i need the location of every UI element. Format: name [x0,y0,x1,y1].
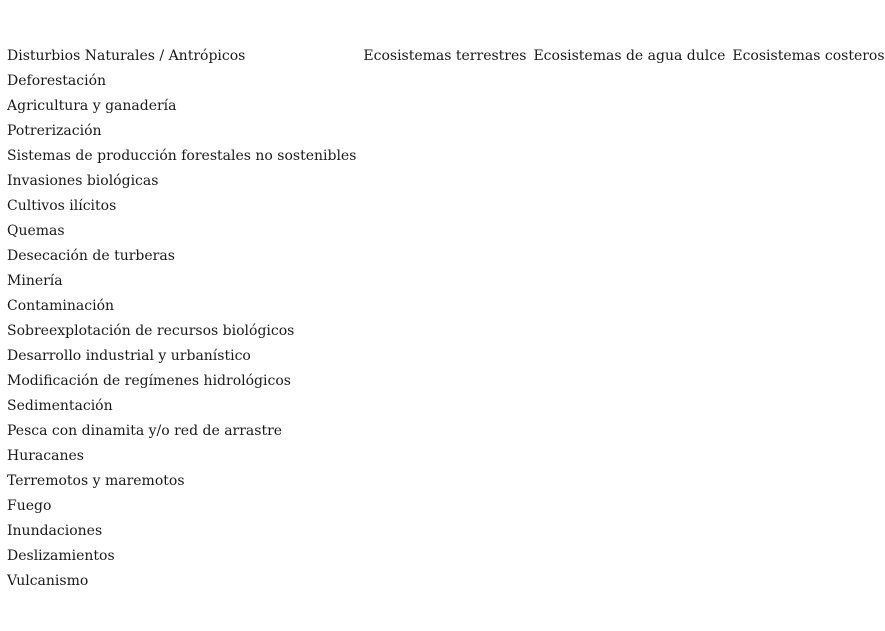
table-header [0,44,885,69]
table-row [0,394,885,419]
table-row [0,294,885,319]
ecosystem-cell [725,194,884,219]
ecosystem-cell [526,544,725,569]
ecosystem-cell [356,469,526,494]
ecosystem-cell [725,394,884,419]
ecosystem-cell [356,344,526,369]
disturbance-label: Cultivos ilícitos [7,198,117,214]
disturbance-label: Desecación de turberas [7,248,175,264]
table-row [0,319,885,344]
ecosystem-cell [356,394,526,419]
table-row [0,269,885,294]
ecosystem-cell [725,319,884,344]
disturbance-label: Desarrollo industrial y urbanístico [7,348,251,364]
table-row [0,344,885,369]
ecosystem-cell [356,319,526,344]
ecosystem-cell [526,519,725,544]
ecosystem-cell [356,419,526,444]
disturbance-label: Minería [7,273,63,289]
disturbances-table [0,44,885,594]
ecosystem-cell [526,244,725,269]
table-row [0,419,885,444]
ecosystem-cell [725,494,884,519]
disturbance-label: Inundaciones [7,523,103,539]
ecosystem-cell [526,494,725,519]
ecosystem-cell [725,444,884,469]
ecosystem-cell [725,294,884,319]
ecosystem-cell [725,69,884,94]
disturbance-label: Invasiones biológicas [7,173,159,189]
table-row [0,569,885,594]
ecosystem-cell [356,169,526,194]
ecosystem-cell [356,294,526,319]
ecosystem-cell [356,94,526,119]
disturbance-label: Sobreexplotación de recursos biológicos [7,323,295,339]
ecosystem-cell [725,344,884,369]
ecosystem-cell [725,469,884,494]
disturbance-label: Contaminación [7,298,115,314]
table-row [0,194,885,219]
ecosystem-cell [725,569,884,594]
disturbance-label: Huracanes [7,448,84,464]
header-freshwater-ecosystems: Ecosistemas de agua dulce [533,48,726,64]
disturbance-label: Deslizamientos [7,548,115,564]
ecosystem-cell [526,394,725,419]
ecosystem-cell [526,169,725,194]
disturbance-label: Pesca con dinamita y/o red de arrastre [7,423,283,439]
ecosystem-cell [725,119,884,144]
ecosystem-cell [725,144,884,169]
disturbance-label: Terremotos y maremotos [7,473,185,489]
ecosystem-cell [356,119,526,144]
table-row [0,169,885,194]
table-row [0,119,885,144]
ecosystem-cell [526,144,725,169]
header-row [0,44,885,69]
ecosystem-cell [356,244,526,269]
ecosystem-cell [356,219,526,244]
ecosystem-cell [526,444,725,469]
header-terrestrial-ecosystems: Ecosistemas terrestres [363,48,527,64]
ecosystem-cell [356,144,526,169]
ecosystem-cell [356,494,526,519]
ecosystem-cell [725,519,884,544]
ecosystem-cell [526,119,725,144]
table-row [0,519,885,544]
table-row [0,444,885,469]
ecosystem-cell [526,294,725,319]
ecosystem-cell [356,69,526,94]
disturbance-label: Modificación de regímenes hidrológicos [7,373,291,389]
ecosystem-cell [356,569,526,594]
ecosystem-cell [356,269,526,294]
disturbance-label: Vulcanismo [7,573,89,589]
table-row [0,219,885,244]
ecosystem-cell [725,544,884,569]
ecosystem-cell [526,269,725,294]
ecosystem-cell [725,369,884,394]
table-row [0,94,885,119]
ecosystem-cell [725,419,884,444]
disturbance-label: Quemas [7,223,65,239]
table-row [0,369,885,394]
ecosystem-cell [725,269,884,294]
ecosystem-cell [356,544,526,569]
ecosystem-cell [526,194,725,219]
ecosystem-cell [725,94,884,119]
ecosystem-cell [526,369,725,394]
table-row [0,544,885,569]
ecosystem-cell [526,219,725,244]
ecosystem-cell [526,469,725,494]
table-row [0,144,885,169]
disturbance-label: Sedimentación [7,398,113,414]
ecosystem-cell [725,219,884,244]
header-coastal-ecosystems: Ecosistemas costeros [732,48,885,64]
table-body [0,69,885,594]
table-row [0,244,885,269]
ecosystem-cell [356,444,526,469]
disturbance-label: Deforestación [7,73,107,89]
ecosystem-cell [526,419,725,444]
ecosystem-cell [356,194,526,219]
disturbance-label: Agricultura y ganadería [7,98,177,114]
ecosystem-cell [526,569,725,594]
header-disturbances: Disturbios Naturales / Antrópicos [7,48,246,64]
disturbance-label: Fuego [7,498,52,514]
ecosystem-cell [526,69,725,94]
ecosystem-cell [356,519,526,544]
ecosystem-cell [725,169,884,194]
table-row [0,469,885,494]
table-row [0,494,885,519]
table-row [0,69,885,94]
ecosystem-cell [526,344,725,369]
ecosystem-cell [725,244,884,269]
ecosystem-cell [526,94,725,119]
disturbance-label: Sistemas de producción forestales no sostenibles [7,148,357,164]
disturbance-label: Potrerización [7,123,102,139]
ecosystem-cell [356,369,526,394]
ecosystem-cell [526,319,725,344]
